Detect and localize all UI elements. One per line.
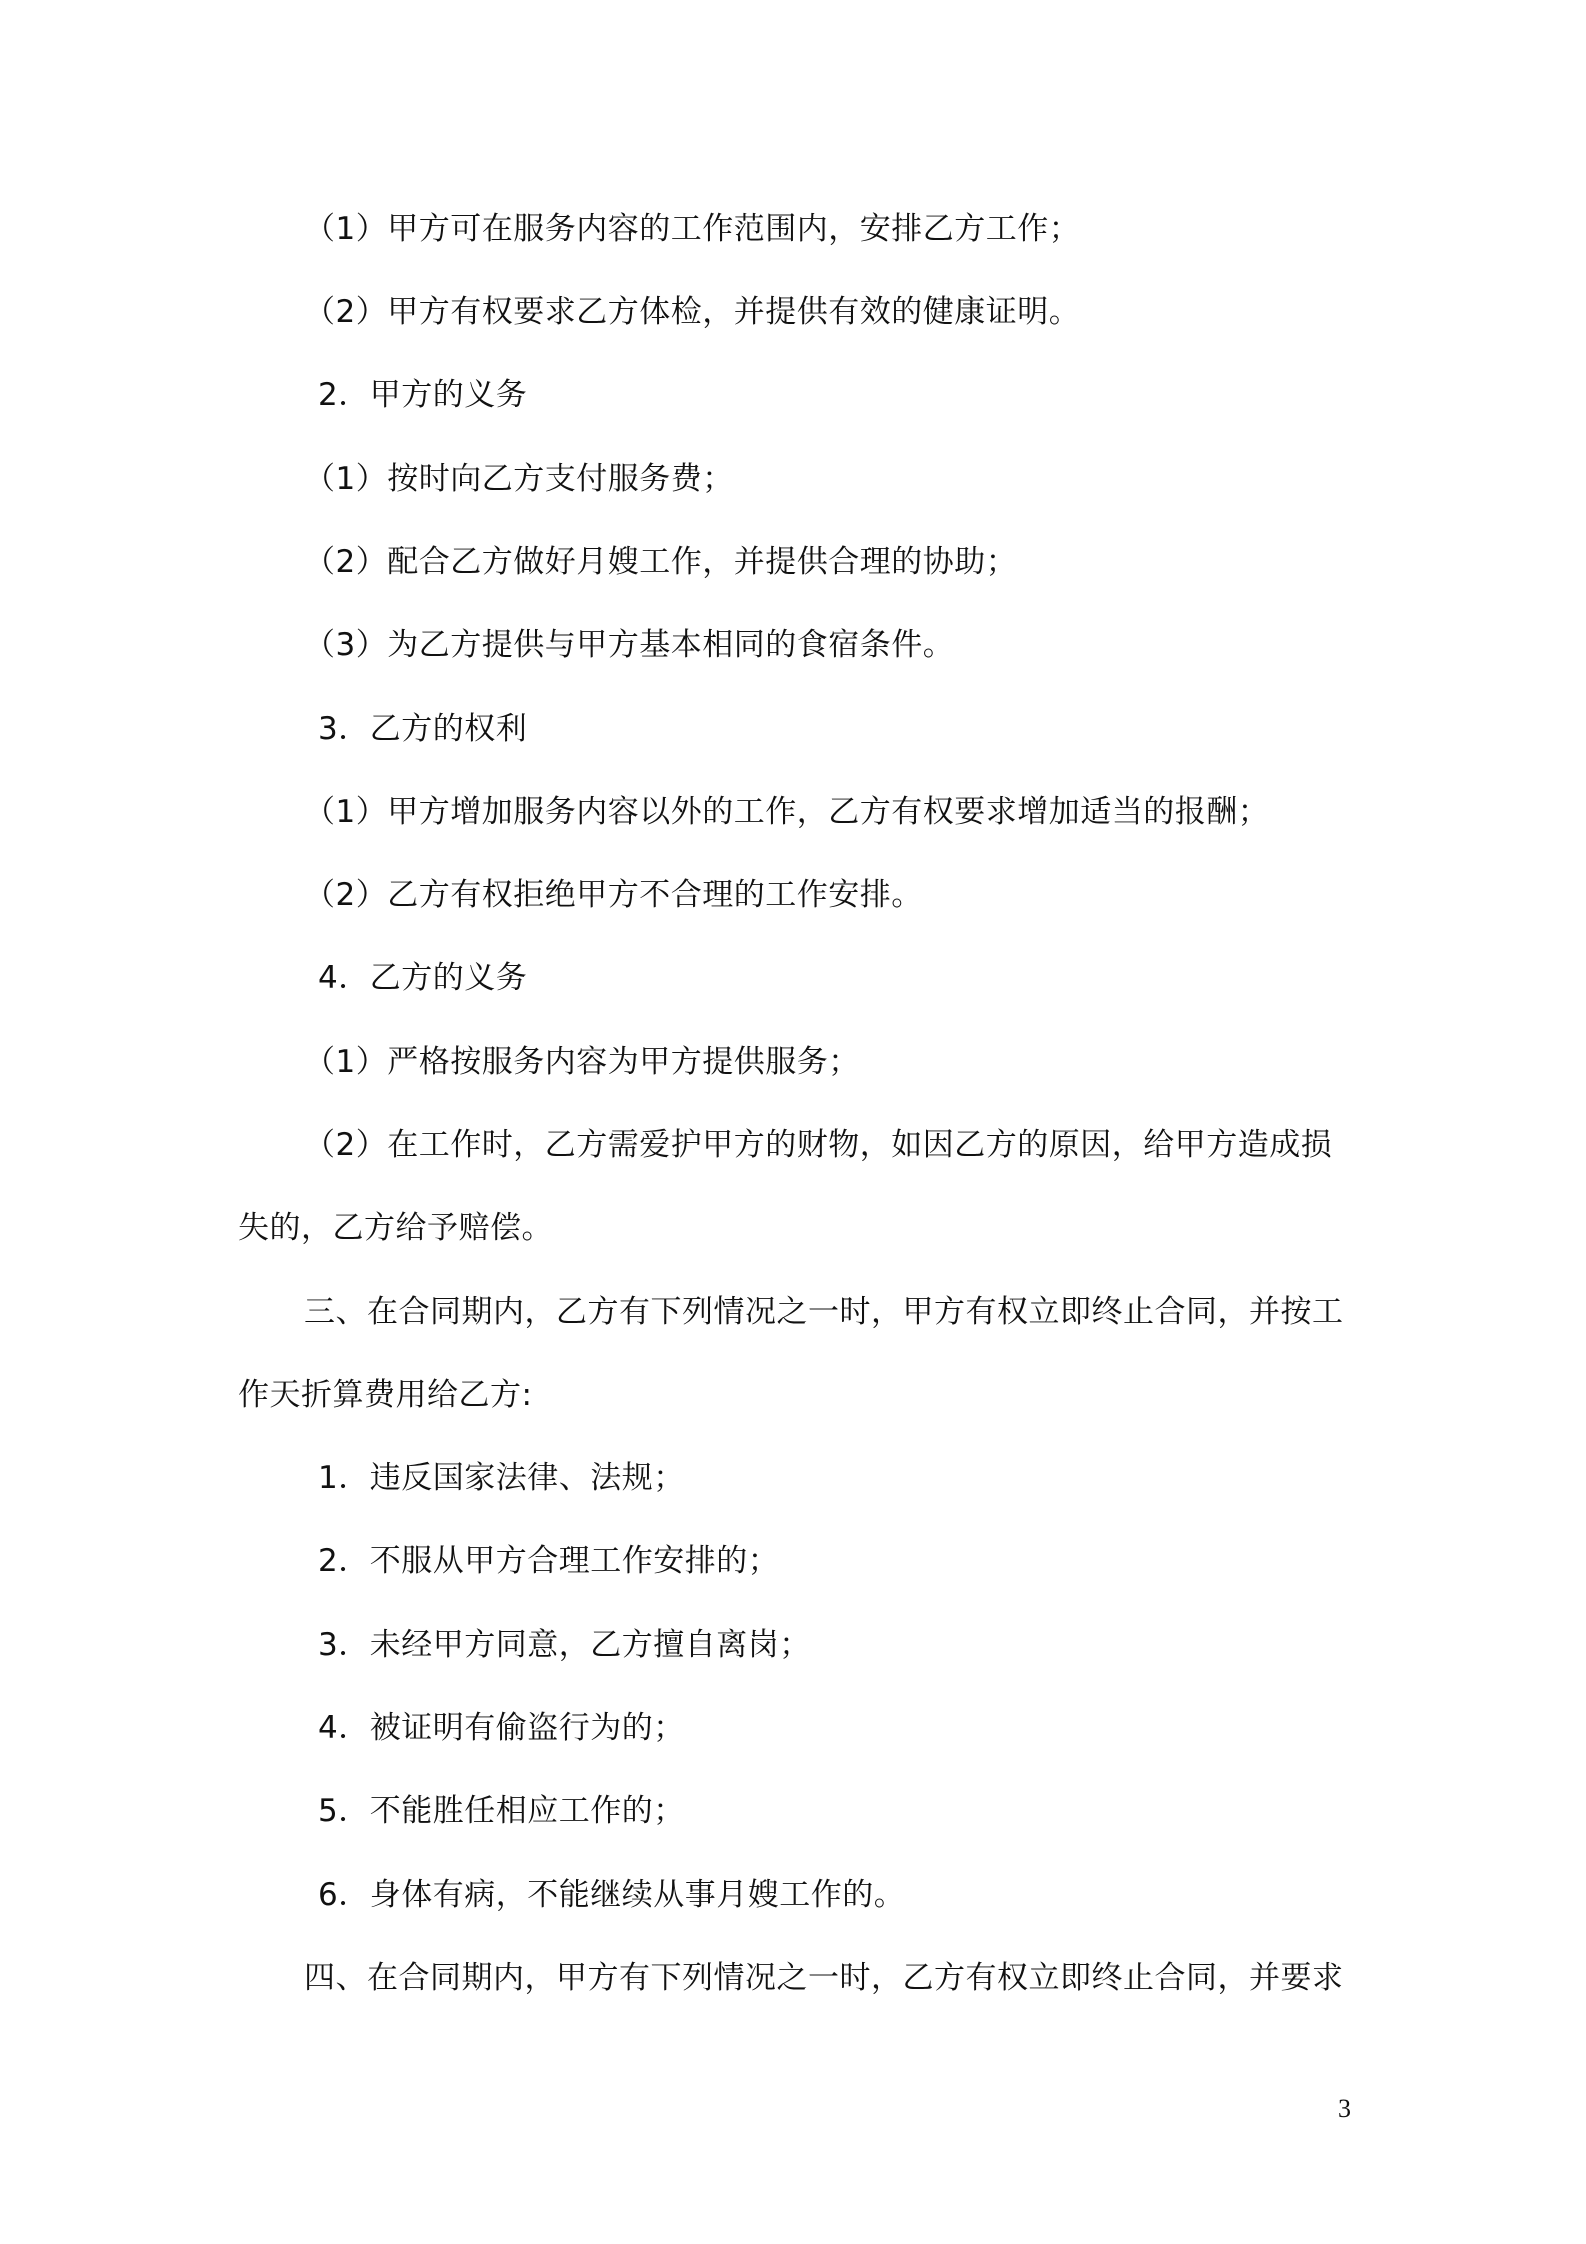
article-paragraph: 四、在合同期内，甲方有下列情况之一时，乙方有权立即终止合同，并要求 — [304, 1960, 1344, 1996]
clause-line: （1）甲方增加服务内容以外的工作，乙方有权要求增加适当的报酬； — [304, 794, 1270, 830]
section-heading: 2．甲方的义务 — [318, 377, 528, 413]
clause-line: （1）严格按服务内容为甲方提供服务； — [304, 1044, 860, 1080]
section-heading: 4．乙方的义务 — [318, 960, 528, 996]
list-item: 2．不服从甲方合理工作安排的； — [318, 1543, 780, 1579]
article-paragraph: 三、在合同期内，乙方有下列情况之一时，甲方有权立即终止合同，并按工 — [304, 1294, 1344, 1330]
clause-line: （2）配合乙方做好月嫂工作，并提供合理的协助； — [304, 544, 1018, 580]
article-paragraph-continuation: 作天折算费用给乙方: — [238, 1377, 533, 1413]
list-item: 5．不能胜任相应工作的； — [318, 1793, 685, 1829]
clause-line: （2）在工作时，乙方需爱护甲方的财物，如因乙方的原因，给甲方造成损 — [304, 1127, 1333, 1163]
page-number: 3 — [1338, 2094, 1351, 2123]
list-item: 6．身体有病，不能继续从事月嫂工作的。 — [318, 1877, 906, 1913]
clause-line-continuation: 失的，乙方给予赔偿。 — [238, 1210, 553, 1246]
list-item: 3．未经甲方同意，乙方擅自离岗； — [318, 1627, 811, 1663]
list-item: 4．被证明有偷盗行为的； — [318, 1710, 685, 1746]
clause-line: （2）甲方有权要求乙方体检，并提供有效的健康证明。 — [304, 294, 1081, 330]
clause-line: （1）甲方可在服务内容的工作范围内，安排乙方工作； — [304, 211, 1081, 247]
clause-line: （1）按时向乙方支付服务费； — [304, 461, 734, 497]
clause-line: （3）为乙方提供与甲方基本相同的食宿条件。 — [304, 627, 955, 663]
clause-line: （2）乙方有权拒绝甲方不合理的工作安排。 — [304, 877, 923, 913]
section-heading: 3．乙方的权利 — [318, 711, 528, 747]
list-item: 1．违反国家法律、法规； — [318, 1460, 685, 1496]
